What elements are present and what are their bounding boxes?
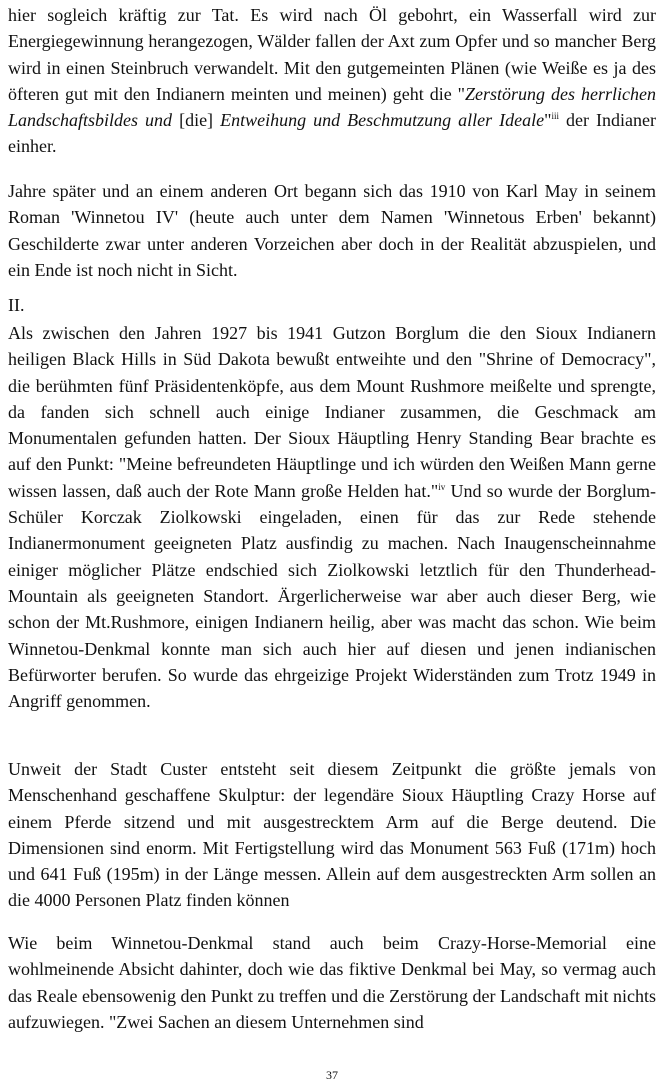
section-heading: II. <box>8 295 25 315</box>
paragraph-3-text-a: Als zwischen den Jahren 1927 bis 1941 Gutzon Borglum die den Sioux Indianern heiligen Black Hills in Süd Dakota bewußt entweihte und den "Shrine of Democracy", die berühmten fünf Präsidentenköpfe, aus dem Mount Rushmore meißelte und sprengte, da fanden sich schnell auch einige Indianer zusammen, die Geschmack am Monumentalen gefunden hatten. Der Sioux Häuptling Henry Standing Bear brachte es auf den Punkt: "Meine befreundeten Häuptlinge und ich würden den Weißen Mann gerne wissen lassen, daß auch der Rote Mann große Helden hat." <box>8 323 656 501</box>
quote-italic-1: Zerstörung des herrlichen Landschaftsbildes und <box>8 83 656 131</box>
page-number: 37 <box>326 1068 338 1082</box>
paragraph-3 <box>8 320 656 714</box>
paragraph-1-text-d: der Indianer einher. <box>8 110 656 157</box>
quote-italic-2: Entweihung und Beschmutzung aller Ideale <box>220 110 545 131</box>
paragraph-1 <box>8 2 656 160</box>
paragraph-5: Wie beim Winnetou-Denkmal stand auch beim Crazy-Horse-Memorial eine wohlmeinende Absicht dahinter, doch wie das fiktive Denkmal bei May, so vermag auch das Reale ebensowenig den Punkt zu treffen und die Zerstörung der Landschaft mit nichts aufzuwiegen. "Zwei Sachen an diesem Unternehmen sind <box>8 933 656 1032</box>
paragraph-4: Unweit der Stadt Custer entsteht seit diesem Zeitpunkt die größte jemals von Menschenhand geschaffene Skulptur: der legendäre Sioux Häuptling Crazy Horse auf einem Pferde sitzend und mit ausgestrecktem Arm auf die Berge deutend. Die Dimensionen sind enorm. Mit Fertigstellung wird das Monument 563 Fuß (171m) hoch und 641 Fuß (195m) in der Länge messen. Allein auf dem ausgestreckten Arm sollen an die 4000 Personen Platz finden können <box>8 759 656 911</box>
footnote-marker-iv[interactable]: iv <box>438 481 446 492</box>
paragraph-1-text-a: hier sogleich kräftig zur Tat. Es wird nach Öl gebohrt, ein Wasserfall wird zur Energiegewinnung herangezogen, Wälder fallen der Axt zum Opfer und so mancher Berg wird in einen Steinbruch verwandelt. Mit den gutgemeinten Plänen (wie Weiße es ja des öfteren gut mit den Indianern meinten und meinen) geht die " <box>8 5 656 104</box>
paragraph-1-text-c: " <box>544 110 552 131</box>
paragraph-3-text-b: Und so wurde der Borglum-Schüler Korczak Ziolkowski eingeladen, einen für das zur Rede stehende Indianermonument geeigneten Platz ausfindig zu machen. Nach Inaugenscheinnahme einiger möglicher Plätze endschied sich Ziolkowski letztlich für den Thunderhead-Mountain als geeigneten Standort. Ärgerlicherweise war aber auch dieser Berg, wie schon der Mt.Rushmore, einigen Indianern heilig, aber was macht das schon. Wie beim Winnetou-Denkmal konnte man sich auch hier auf diesen und jenen indianischen Befürworter berufen. So wurde das ehrgeizige Projekt Widerständen zum Trotz 1949 in Angriff genommen. <box>8 480 657 712</box>
paragraph-2: Jahre später und an einem anderen Ort begann sich das 1910 von Karl May in seinem Roman 'Winnetou IV' (heute auch unter dem Namen 'Winnetous Erben' bekannt) Geschilderte zwar unter anderen Vorzeichen aber doch in der Realität abzuspielen, und ein Ende ist noch nicht in Sicht. <box>8 181 656 280</box>
paragraph-1-text-b: [die] <box>172 110 221 131</box>
footnote-marker-iii[interactable]: iii <box>551 111 559 122</box>
